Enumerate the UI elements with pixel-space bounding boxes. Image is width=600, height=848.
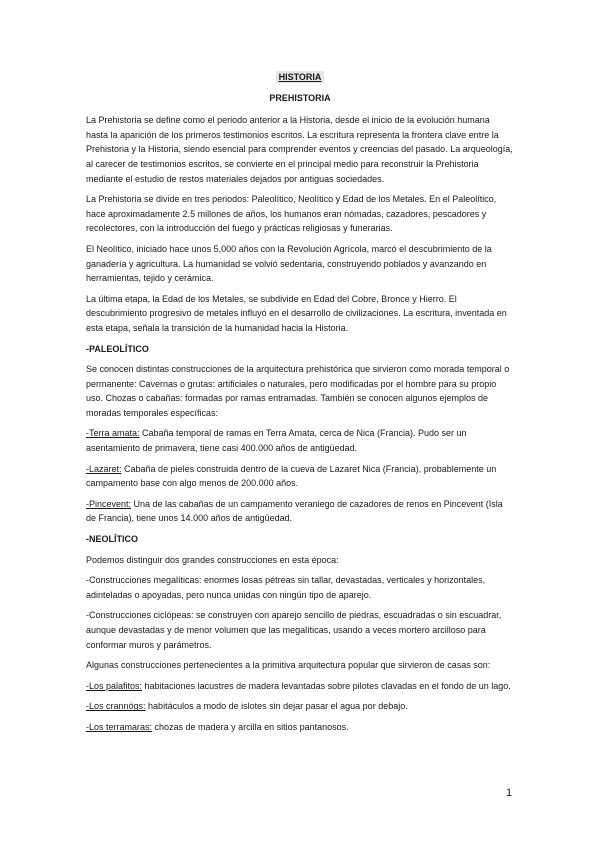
item-term: -Los palafitos: <box>86 680 143 691</box>
document-subtitle: PREHISTORIA <box>269 92 331 103</box>
item-term: -Terra amata: <box>86 428 140 439</box>
item-term: -Los crannógs: <box>86 701 146 712</box>
section-heading-neolitico: -NEOLÍTICO <box>86 534 138 545</box>
list-item <box>86 679 514 694</box>
item-text: habitáculos a modo de islotes sin dejar pasar el agua por debajo. <box>145 701 408 712</box>
section-heading-paleolitico: -PALEOLÍTICO <box>86 343 149 354</box>
item-term: -Pincevent: <box>86 498 132 509</box>
page-content <box>86 70 514 741</box>
intro-paragraph: El Neolítico, iniciado hace unos 5,000 años con la Revolución Agrícola, marcó el descubrimiento de la ganadería y agricultura. La humanidad se volvió sedentaria, construyendo poblados y avanzando en herramientas, tejido y cerámica. <box>86 243 492 284</box>
page-number: 1 <box>506 787 513 799</box>
list-item <box>86 462 514 491</box>
intro-paragraph: La Prehistoria se divide en tres periodos: Paleolítico, Neolítico y Edad de los Metales. En el Paleolítico, hace aproximadamente 2.5 millones de años, los humanos eran nómadas, cazadores, pescadores y recolectores, con la introducción del fuego y prácticas religiosas y funerarias. <box>86 194 497 234</box>
construction-paragraph: -Construcciones ciclópeas: se construyen con aparejo sencillo de piedras, escuadradas o sin escuadrar, aunque devastadas y de menor volumen que las megalíticas, usando a veces mortero arcilloso para conformar muros y parámetros. <box>86 610 502 650</box>
document-title: HISTORIA <box>276 71 325 83</box>
list-item <box>86 497 514 526</box>
paleolitico-paragraph: Se conocen distintas construcciones de la arquitectura prehistórica que sirvieron como morada temporal o permanente: Cavernas o grutas: artificiales o naturales, pero modificadas por el hombre para su propio uso. Chozas o cabañas: formadas por ramas entramadas. También se conocen algunos ejemplos de moradas temporales específicas: <box>86 364 510 418</box>
list-item <box>86 426 514 455</box>
intro-paragraph: La Prehistoria se define como el periodo anterior a la Historia, desde el inicio de la evolución humana hasta la aparición de los primeros testimonios escritos. La escritura representa la frontera clave entre la Prehistoria y la Historia, siendo esencial para comprender eventos y creencias del pasado. La arqueología, al carecer de testimonios escritos, se convierte en el principal medio para reconstruir la Prehistoria mediante el estudio de restos materiales dejados por antiguas sociedades. <box>86 115 513 184</box>
intro-paragraph: La última etapa, la Edad de los Metales, se subdivide en Edad del Cobre, Bronce y Hierro. El descubrimiento progresivo de metales influyó en el desarrollo de civilizaciones. La escritura, inventada en esta etapa, señala la transición de la humanidad hacia la Historia. <box>86 293 507 333</box>
item-text: Una de las cabañas de un campamento veraniego de cazadores de renos en Pincevent (Isla de Francia), tiene unos 14.000 años de antigüedad. <box>86 498 503 524</box>
item-text: chozas de madera y arcilla en sitios pantanosos. <box>152 721 349 732</box>
popular-intro: Algunas construcciones pertenecientes a la primitiva arquitectura popular que sirvieron de casas son: <box>86 660 491 671</box>
item-text: habitaciones lacustres de madera levantadas sobre pilotes clavadas en el fondo de un lago. <box>142 680 511 691</box>
neolitico-intro: Podemos distinguir dos grandes construcciones en esta época: <box>86 554 339 565</box>
list-item <box>86 699 514 714</box>
item-term: -Lazaret: <box>86 463 122 474</box>
construction-paragraph: -Construcciones megalíticas: enormes losas pétreas sin tallar, devastadas, verticales y horizontales, adinteladas o apoyadas, pero nunca unidas con ningún tipo de aparejo. <box>86 575 486 600</box>
item-term: -Los terramaras: <box>86 721 153 732</box>
list-item <box>86 720 514 735</box>
item-text: Cabaña de pieles construida dentro de la cueva de Lazaret Nica (Francia), probablemente un campamento base con algo menos de 200.000 años. <box>86 463 497 489</box>
item-text: Cabaña temporal de ramas en Terra Amata, cerca de Nica (Francia). Pudo ser un asentamiento de primavera, tiene casi 400.000 años de antigüedad. <box>86 428 467 454</box>
title-wrapper <box>86 70 514 85</box>
